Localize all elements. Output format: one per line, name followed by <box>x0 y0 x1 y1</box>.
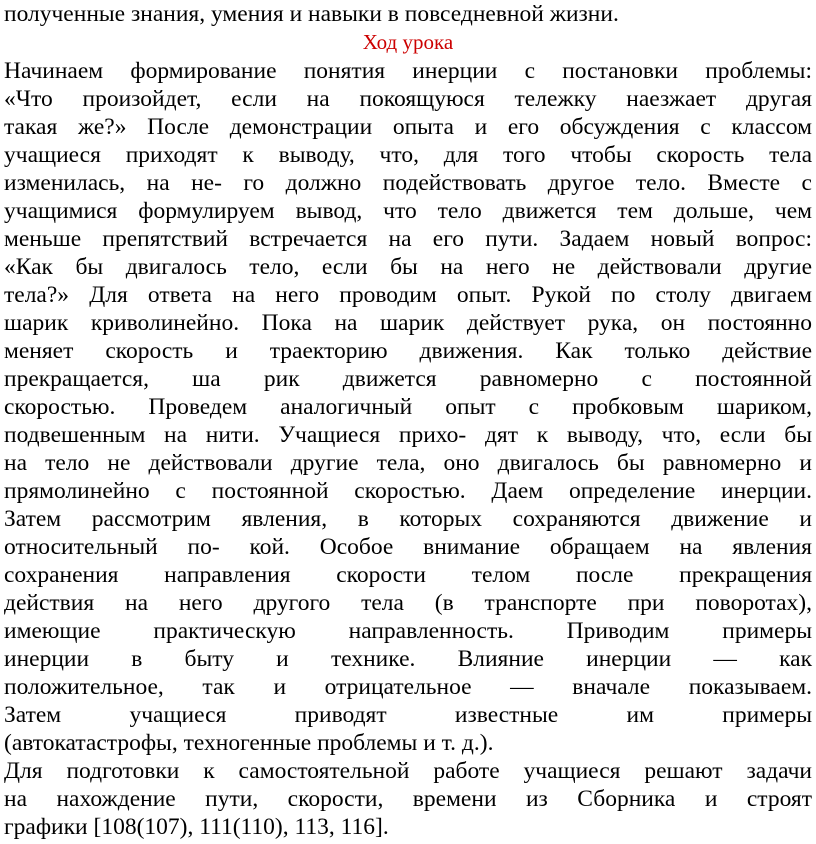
lesson-body <box>4 57 812 841</box>
text-line: Для подготовки к самостоятельной работе учащиеся решают задачи <box>4 758 812 784</box>
text-line: Начинаем формирование понятия инерции с постановки проблемы: <box>4 58 812 84</box>
text-line: такая же?» После демонстрации опыта и его обсуждения с классом <box>4 114 812 140</box>
text-line: меняет скорость и траекторию движения. Как только действие <box>4 338 812 364</box>
text-line: прямолинейно с постоянной скоростью. Даем определение инерции. <box>4 478 812 504</box>
text-line: прекращается, ша рик движется равномерно с постоянной <box>4 366 812 392</box>
text-line: шарик криволинейно. Пока на шарик действует рука, он постоянно <box>4 310 812 336</box>
paragraph-2 <box>4 757 812 841</box>
text-line: меньше препятствий встречается на его пути. Задаем новый вопрос: <box>4 226 812 252</box>
text-line: изменилась, на не- го должно подействовать другое тело. Вместе с <box>4 170 812 196</box>
text-line: подвешенным на нити. Учащиеся прихо- дят к выводу, что, если бы <box>4 422 812 448</box>
text-line: на нахождение пути, скорости, времени из Сборника и строят <box>4 786 812 812</box>
text-line: действия на него другого тела (в транспорте при поворотах), <box>4 590 812 616</box>
text-line: относительный по- кой. Особое внимание обращаем на явления <box>4 534 812 560</box>
text-line: имеющие практическую направленность. Приводим примеры <box>4 618 812 644</box>
text-line: графики [108(107), 111(110), 113, 116]. <box>4 814 389 840</box>
section-heading: Ход урока <box>362 30 454 54</box>
paragraph-1 <box>4 57 812 757</box>
text-line: учащиеся приходят к выводу, что, для того чтобы скорость тела <box>4 142 812 168</box>
text-line: тела?» Для ответа на него проводим опыт. Рукой по столу двигаем <box>4 282 812 308</box>
text-line: учащимися формулируем вывод, что тело движется тем дольше, чем <box>4 198 812 224</box>
text-line: «Как бы двигалось тело, если бы на него не действовали другие <box>4 254 812 280</box>
text-line: (автокатастрофы, техногенные проблемы и т. д.). <box>4 730 494 756</box>
text-line: скоростью. Проведем аналогичный опыт с пробковым шариком, <box>4 394 812 420</box>
text-line: инерции в быту и технике. Влияние инерции — как <box>4 646 812 672</box>
text-line: положительное, так и отрицательное — вначале показываем. <box>4 674 812 700</box>
text-line: «Что произойдет, если на покоящуюся тележку наезжает другая <box>4 86 812 112</box>
intro-line: полученные знания, умения и навыки в повседневной жизни. <box>4 1 619 27</box>
text-line: Затем рассмотрим явления, в которых сохраняются движение и <box>4 506 812 532</box>
text-line: на тело не действовали другие тела, оно двигалось бы равномерно и <box>4 450 812 476</box>
text-line: Затем учащиеся приводят известные им примеры <box>4 702 812 728</box>
text-line: сохранения направления скорости телом после прекращения <box>4 562 812 588</box>
